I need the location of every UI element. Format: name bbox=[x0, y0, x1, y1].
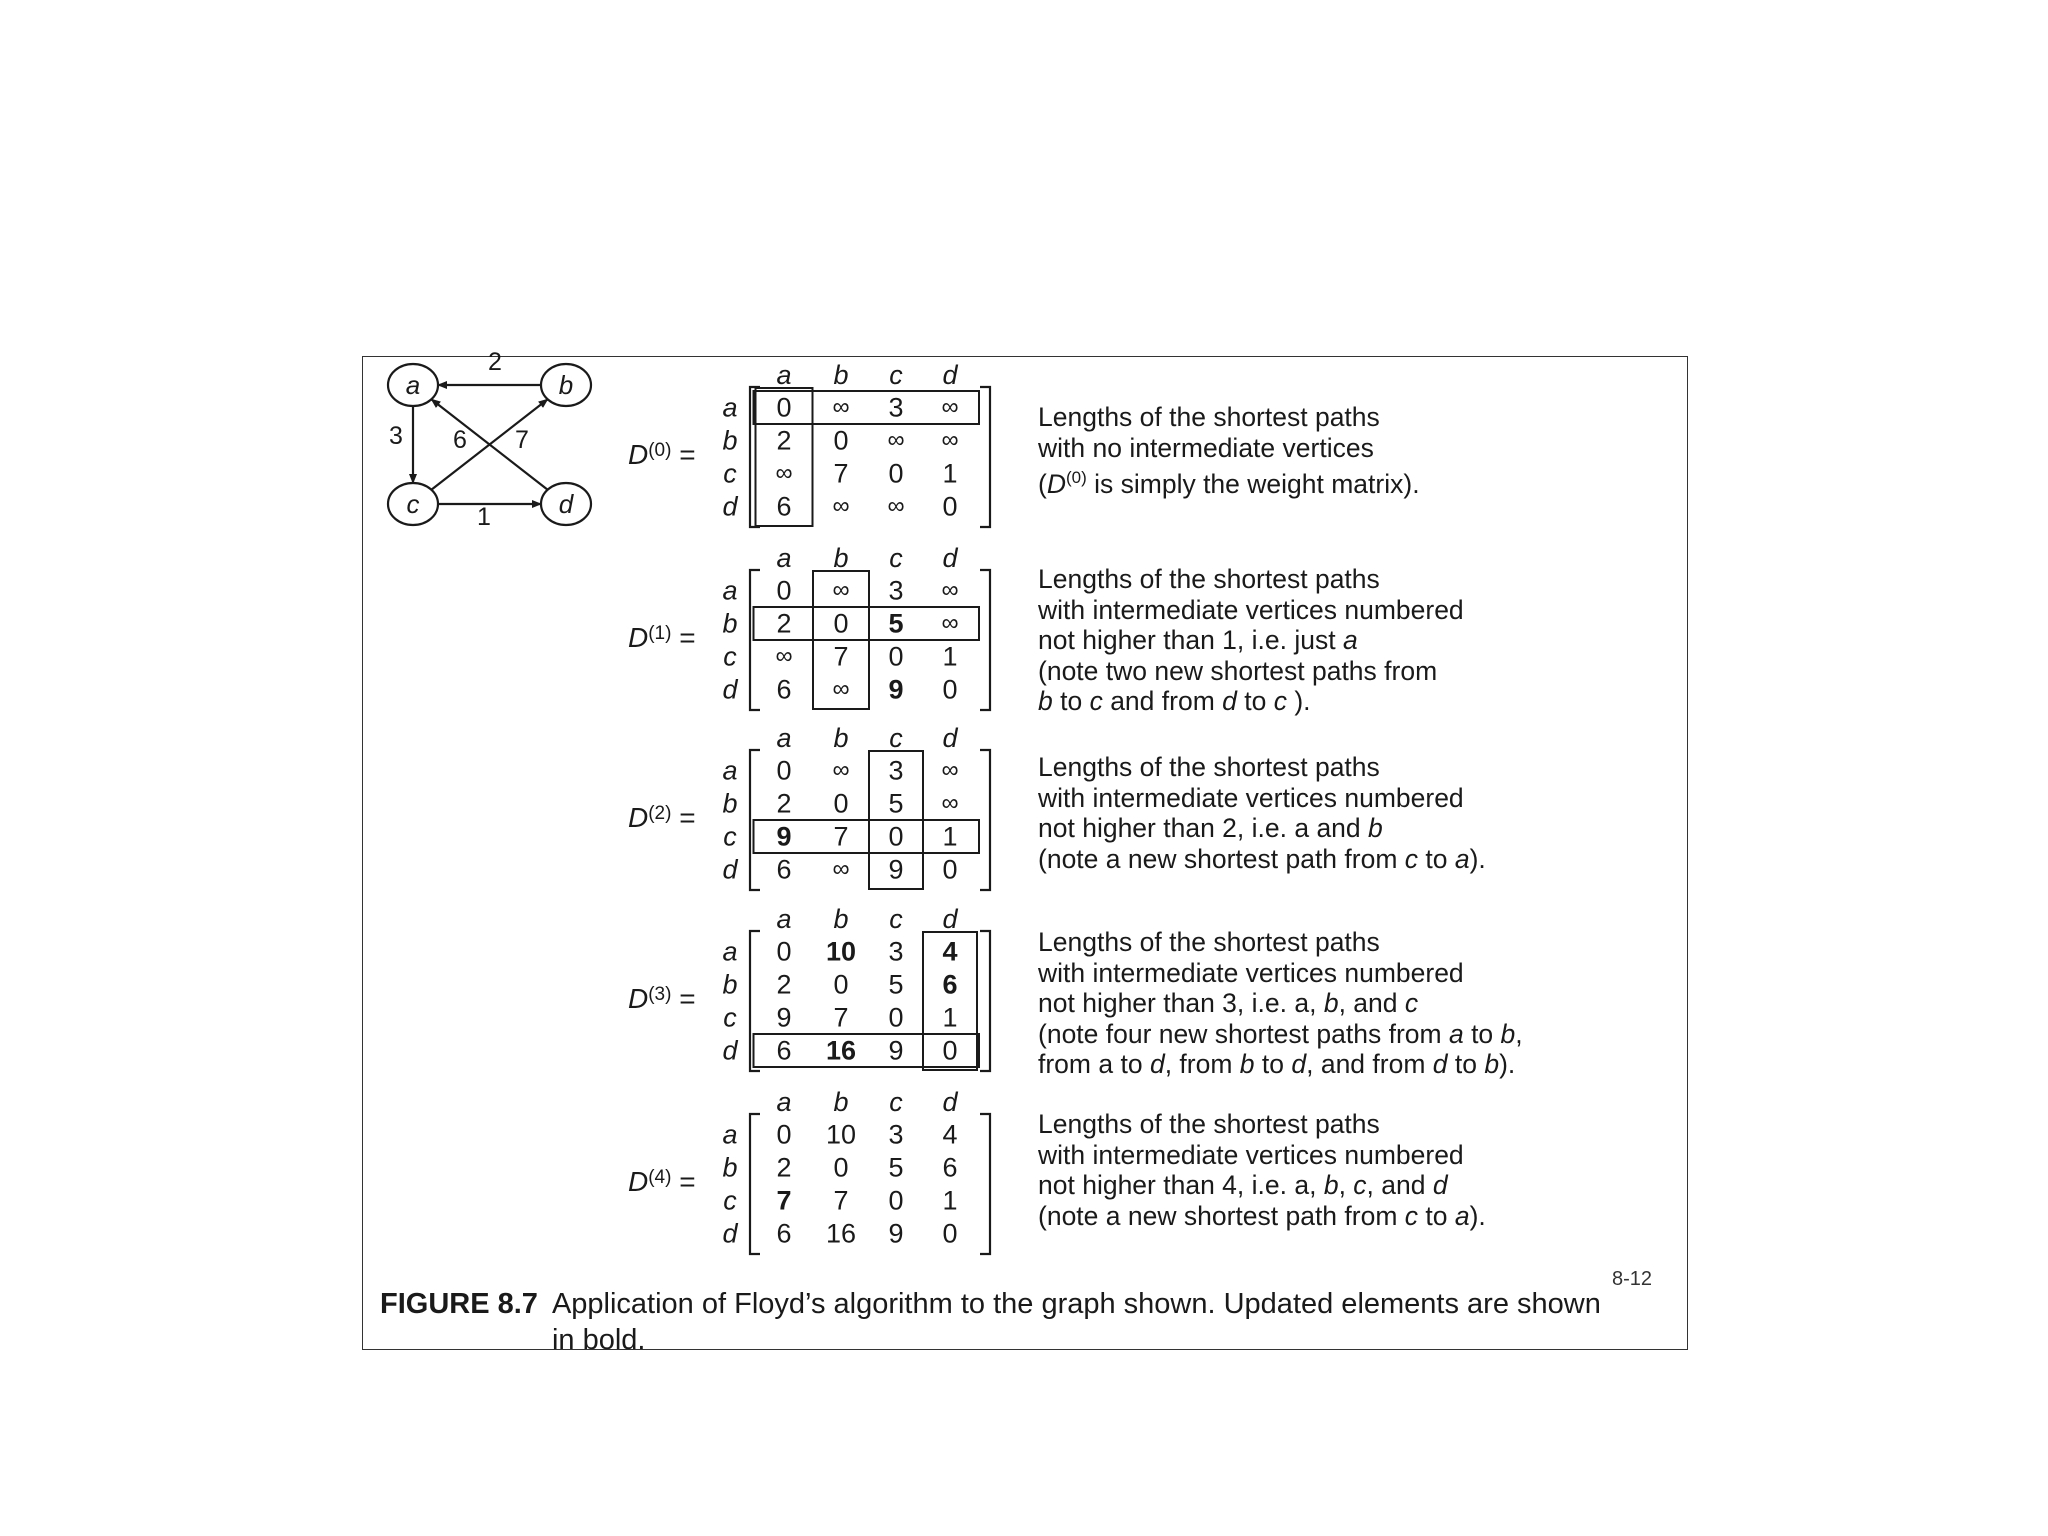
matrix-label bbox=[628, 802, 696, 834]
note-line: not higher than 1, i.e. just a bbox=[1038, 625, 1358, 655]
note-line: not higher than 2, i.e. a and b bbox=[1038, 813, 1383, 843]
matrix-cell: 0 bbox=[776, 575, 792, 606]
matrix-label bbox=[628, 622, 696, 654]
row-header: b bbox=[722, 1152, 738, 1183]
matrix-cell: 9 bbox=[888, 1035, 904, 1066]
column-header: b bbox=[833, 723, 849, 753]
column-header: d bbox=[942, 904, 958, 934]
matrix-label-index: (4) bbox=[648, 1167, 672, 1188]
matrix-cell: 0 bbox=[942, 1218, 958, 1249]
edge-weight-d-a: 6 bbox=[453, 426, 467, 454]
row-header: d bbox=[722, 1218, 738, 1249]
right-bracket bbox=[980, 1114, 990, 1254]
matrix-cell: ∞ bbox=[941, 789, 959, 817]
row-header: c bbox=[723, 1185, 737, 1216]
column-header: c bbox=[889, 904, 903, 934]
matrix-cell: 2 bbox=[776, 969, 792, 1000]
matrix-cell: 4 bbox=[942, 936, 958, 967]
matrix-2 bbox=[722, 723, 990, 890]
matrix-cell: 0 bbox=[888, 1185, 904, 1216]
row-header: d bbox=[722, 854, 738, 885]
row-header: a bbox=[722, 936, 738, 967]
note-line: with intermediate vertices numbered bbox=[1038, 957, 1464, 988]
matrix-cell: 0 bbox=[942, 854, 958, 885]
row-header: d bbox=[722, 1035, 738, 1066]
matrix-cell: ∞ bbox=[775, 642, 793, 670]
matrix-cell: 1 bbox=[942, 1002, 958, 1033]
column-header: c bbox=[889, 723, 903, 753]
column-header: d bbox=[942, 1087, 958, 1117]
matrix-cell: 5 bbox=[888, 1152, 904, 1183]
matrix-cell: 0 bbox=[833, 788, 849, 819]
matrix-cell: 3 bbox=[888, 392, 904, 423]
matrix-cell: 6 bbox=[776, 1035, 792, 1066]
note-line: with intermediate vertices numbered bbox=[1038, 1139, 1464, 1170]
matrix-cell: ∞ bbox=[887, 426, 905, 454]
note-line: ($D^{(0)}$ is simply the weight matrix). bbox=[1038, 468, 1420, 499]
matrix-cell: ∞ bbox=[887, 492, 905, 520]
column-header: d bbox=[942, 723, 958, 753]
matrix-label-index: (2) bbox=[648, 803, 672, 824]
matrix-cell: 4 bbox=[942, 1119, 958, 1150]
matrix-1 bbox=[722, 543, 990, 710]
note-line: (note four new shortest paths from a to b, bbox=[1038, 1018, 1523, 1049]
matrix-cell: 0 bbox=[888, 821, 904, 852]
matrix-cell: 7 bbox=[833, 1185, 849, 1216]
matrix-cell: 6 bbox=[942, 969, 958, 1000]
matrix-cell: ∞ bbox=[832, 492, 850, 520]
figure-caption bbox=[380, 1286, 1620, 1358]
column-header: b bbox=[833, 904, 849, 934]
row-header: c bbox=[723, 821, 737, 852]
matrix-cell: 16 bbox=[825, 1035, 857, 1066]
matrix-cell: 0 bbox=[776, 936, 792, 967]
column-header: b bbox=[833, 1087, 849, 1117]
matrix-label-equals: = bbox=[671, 802, 696, 833]
edge-weight-b-a: 2 bbox=[488, 348, 502, 376]
caption-label: FIGURE 8.7 bbox=[380, 1288, 538, 1320]
matrix-label-symbol: D bbox=[628, 1166, 649, 1197]
matrix-3 bbox=[722, 904, 990, 1071]
matrix-cell: 0 bbox=[888, 458, 904, 489]
right-bracket bbox=[980, 387, 990, 527]
matrix-cell: 0 bbox=[888, 1002, 904, 1033]
matrix-cell: 10 bbox=[825, 936, 857, 967]
column-header: b bbox=[833, 360, 849, 390]
matrix-cell: 2 bbox=[776, 788, 792, 819]
column-header: b bbox=[833, 543, 849, 573]
note-line: Lengths of the shortest paths bbox=[1038, 752, 1380, 782]
matrix-cell: 0 bbox=[833, 969, 849, 1000]
vertex-label-a: a bbox=[405, 370, 421, 400]
note-line: (note a new shortest path from c to a). bbox=[1038, 1200, 1486, 1231]
matrix-cell: 6 bbox=[776, 674, 792, 705]
column-header: c bbox=[889, 543, 903, 573]
matrix-cell: 0 bbox=[833, 608, 849, 639]
note-line: Lengths of the shortest paths bbox=[1038, 1109, 1380, 1139]
matrix-label-equals: = bbox=[671, 622, 696, 653]
matrix-cell: 1 bbox=[942, 1185, 958, 1216]
row-header: d bbox=[722, 674, 738, 705]
right-bracket bbox=[980, 931, 990, 1071]
matrix-cell: 1 bbox=[942, 641, 958, 672]
row-header: b bbox=[722, 788, 738, 819]
row-header: b bbox=[722, 425, 738, 456]
matrix-cell: ∞ bbox=[941, 393, 959, 421]
matrix-label-symbol: D bbox=[628, 439, 649, 470]
matrix-note bbox=[1038, 402, 1420, 499]
row-header: c bbox=[723, 1002, 737, 1033]
column-header: c bbox=[889, 360, 903, 390]
slide-number: 8-12 bbox=[1612, 1268, 1653, 1290]
matrix-cell: 0 bbox=[942, 674, 958, 705]
note-line: Lengths of the shortest paths bbox=[1038, 402, 1380, 432]
matrix-label bbox=[628, 439, 696, 471]
matrix-cell: 0 bbox=[776, 1119, 792, 1150]
note-line: with intermediate vertices numbered bbox=[1038, 782, 1464, 813]
matrix-cell: 5 bbox=[888, 969, 904, 1000]
matrix-cell: 0 bbox=[833, 1152, 849, 1183]
matrix-cell: ∞ bbox=[832, 576, 850, 604]
edge-weight-c-d: 1 bbox=[477, 503, 491, 531]
matrix-label bbox=[628, 983, 696, 1015]
matrix-cell: ∞ bbox=[941, 576, 959, 604]
note-line: (note a new shortest path from c to a). bbox=[1038, 843, 1486, 874]
matrix-cell: 1 bbox=[942, 821, 958, 852]
matrix-label-symbol: D bbox=[628, 622, 649, 653]
matrix-label-index: (1) bbox=[648, 623, 672, 644]
matrix-note bbox=[1038, 564, 1464, 717]
matrix-cell: 0 bbox=[888, 641, 904, 672]
matrix-note bbox=[1038, 1109, 1486, 1231]
edge-weight-a-c: 3 bbox=[389, 422, 403, 450]
matrix-cell: 0 bbox=[833, 425, 849, 456]
note-line: from a to d, from b to d, and from d to b). bbox=[1038, 1049, 1516, 1079]
row-header: b bbox=[722, 969, 738, 1000]
matrix-cell: ∞ bbox=[941, 426, 959, 454]
matrix-cell: 9 bbox=[888, 674, 904, 705]
column-header: d bbox=[942, 543, 958, 573]
matrix-cell: 6 bbox=[776, 491, 792, 522]
matrix-cell: 0 bbox=[776, 392, 792, 423]
row-header: a bbox=[722, 575, 738, 606]
matrix-cell: 0 bbox=[776, 755, 792, 786]
row-header: d bbox=[722, 491, 738, 522]
note-line: with no intermediate vertices bbox=[1038, 432, 1374, 463]
matrix-label-equals: = bbox=[671, 439, 696, 470]
note-line: not higher than 3, i.e. a, b, and c bbox=[1038, 988, 1419, 1018]
vertex-label-d: d bbox=[558, 489, 574, 519]
matrix-cell: 2 bbox=[776, 1152, 792, 1183]
matrix-cell: 3 bbox=[888, 755, 904, 786]
matrix-cell: 9 bbox=[888, 1218, 904, 1249]
right-bracket bbox=[980, 570, 990, 710]
matrix-cell: 0 bbox=[942, 1035, 958, 1066]
matrix-cell: 9 bbox=[888, 854, 904, 885]
matrix-cell: 7 bbox=[776, 1185, 792, 1216]
matrix-4 bbox=[722, 1087, 990, 1254]
row-header: a bbox=[722, 755, 738, 786]
matrix-note bbox=[1038, 927, 1523, 1080]
matrix-cell: 7 bbox=[833, 458, 849, 489]
column-header: a bbox=[776, 723, 792, 753]
note-line: b to c and from d to c ). bbox=[1038, 686, 1311, 716]
matrix-cell: 5 bbox=[888, 608, 904, 639]
matrix-cell: 5 bbox=[888, 788, 904, 819]
matrix-cell: ∞ bbox=[832, 393, 850, 421]
matrix-cell: 3 bbox=[888, 936, 904, 967]
vertex-label-b: b bbox=[558, 370, 574, 400]
caption-text: Application of Floyd’s algorithm to the graph shown. Updated elements are shown in bold. bbox=[551, 1288, 1601, 1356]
matrix-label-symbol: D bbox=[628, 802, 649, 833]
right-bracket bbox=[980, 750, 990, 890]
row-header: c bbox=[723, 641, 737, 672]
matrix-cell: ∞ bbox=[832, 756, 850, 784]
row-header: a bbox=[722, 392, 738, 423]
column-header: a bbox=[776, 1087, 792, 1117]
matrix-cell: 16 bbox=[825, 1218, 857, 1249]
matrix-cell: 9 bbox=[776, 821, 792, 852]
matrix-cell: ∞ bbox=[775, 459, 793, 487]
matrix-cell: ∞ bbox=[832, 675, 850, 703]
column-header: d bbox=[942, 360, 958, 390]
column-header: c bbox=[889, 1087, 903, 1117]
matrix-cell: 7 bbox=[833, 821, 849, 852]
matrix-label-index: (3) bbox=[648, 984, 672, 1005]
matrix-label bbox=[628, 1166, 696, 1198]
matrix-label-symbol: D bbox=[628, 983, 649, 1014]
matrix-0 bbox=[722, 360, 990, 527]
note-line: Lengths of the shortest paths bbox=[1038, 564, 1380, 594]
left-bracket bbox=[750, 931, 760, 1071]
matrix-cell: 2 bbox=[776, 425, 792, 456]
matrix-cell: ∞ bbox=[941, 756, 959, 784]
note-line: Lengths of the shortest paths bbox=[1038, 927, 1380, 957]
column-header: a bbox=[776, 543, 792, 573]
matrix-cell: ∞ bbox=[832, 855, 850, 883]
row-header: a bbox=[722, 1119, 738, 1150]
matrix-cell: 6 bbox=[942, 1152, 958, 1183]
row-header: b bbox=[722, 608, 738, 639]
edge-weight-c-b: 7 bbox=[515, 426, 529, 454]
vertex-label-c: c bbox=[406, 489, 420, 519]
matrix-cell: 7 bbox=[833, 641, 849, 672]
note-line: not higher than 4, i.e. a, b, c, and d bbox=[1038, 1170, 1448, 1200]
matrix-cell: 7 bbox=[833, 1002, 849, 1033]
matrix-cell: 3 bbox=[888, 1119, 904, 1150]
matrix-note bbox=[1038, 752, 1486, 874]
note-line: with intermediate vertices numbered bbox=[1038, 594, 1464, 625]
matrix-label-equals: = bbox=[671, 1166, 696, 1197]
matrix-cell: 6 bbox=[776, 854, 792, 885]
matrix-cell: 3 bbox=[888, 575, 904, 606]
matrix-cell: 10 bbox=[825, 1119, 857, 1150]
left-bracket bbox=[750, 1114, 760, 1254]
matrix-cell: 6 bbox=[776, 1218, 792, 1249]
matrix-cell: ∞ bbox=[941, 609, 959, 637]
matrix-label-equals: = bbox=[671, 983, 696, 1014]
note-line: (note two new shortest paths from bbox=[1038, 655, 1438, 686]
matrix-cell: 9 bbox=[776, 1002, 792, 1033]
matrix-cell: 0 bbox=[942, 491, 958, 522]
row-header: c bbox=[723, 458, 737, 489]
matrix-label-index: (0) bbox=[648, 440, 672, 461]
column-header: a bbox=[776, 904, 792, 934]
column-header: a bbox=[776, 360, 792, 390]
matrix-cell: 1 bbox=[942, 458, 958, 489]
matrix-cell: 2 bbox=[776, 608, 792, 639]
